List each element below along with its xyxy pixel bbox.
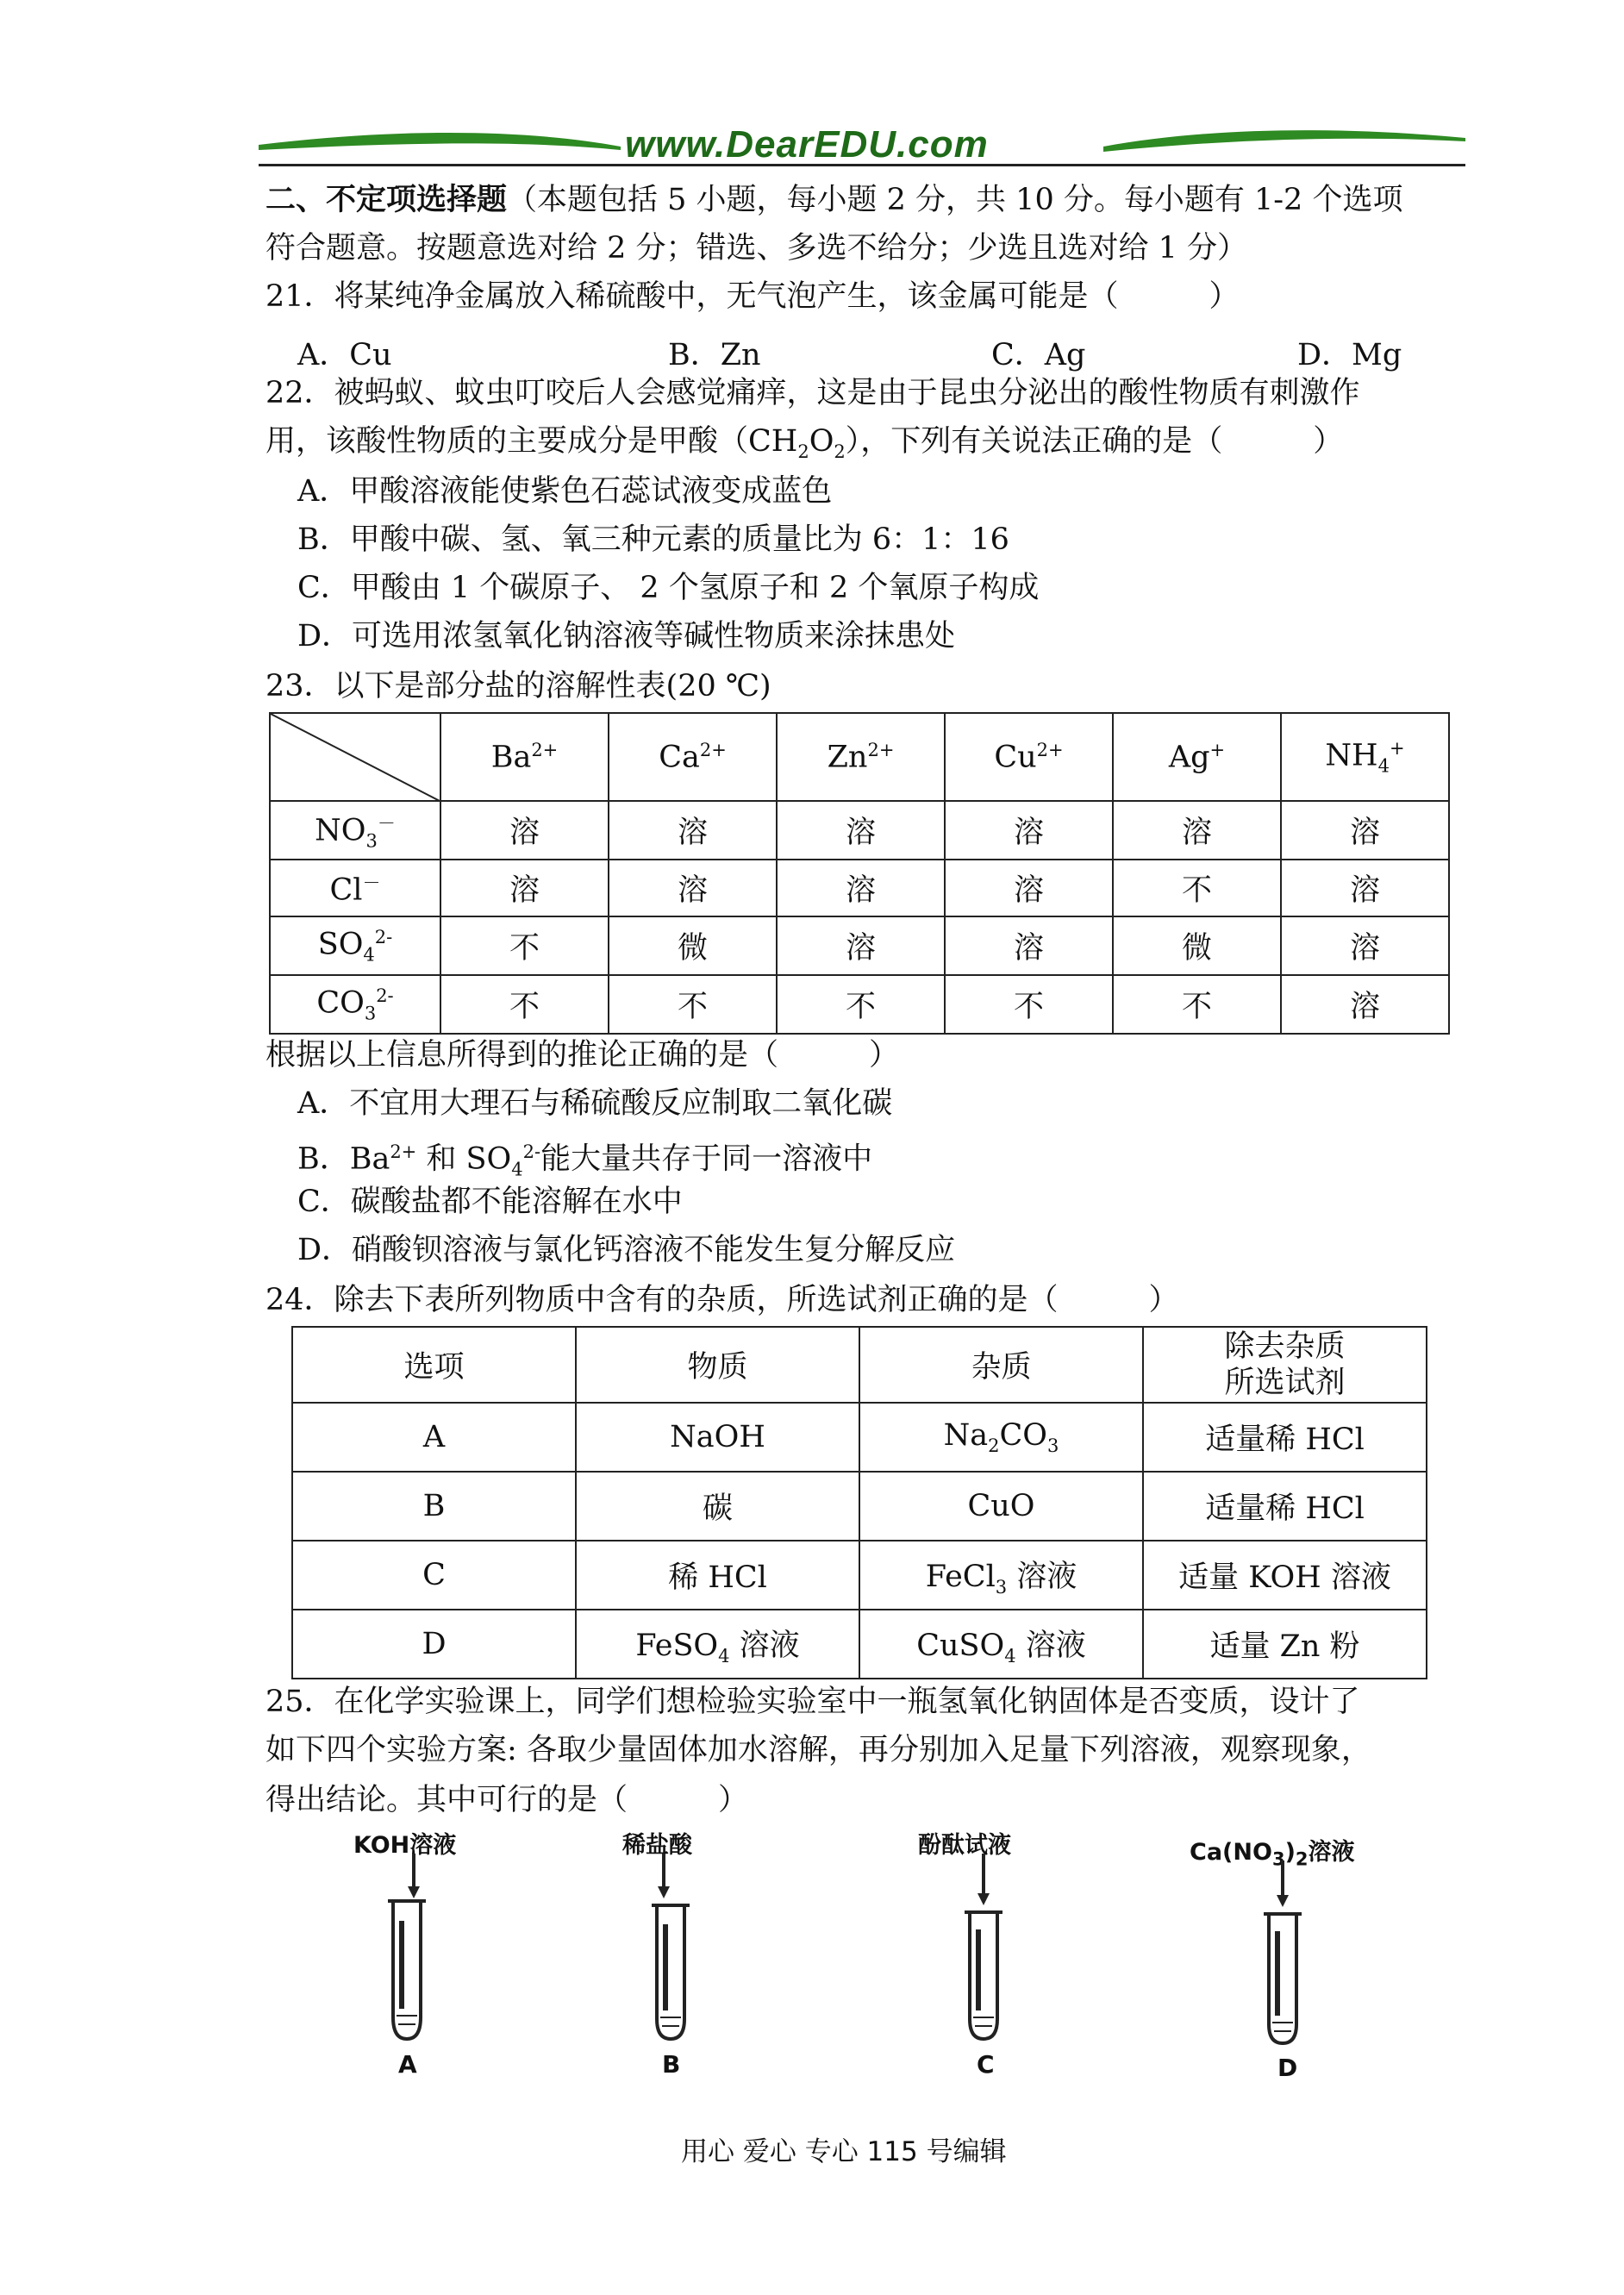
table-cell: 不 — [440, 916, 609, 975]
q23-option-b: B．$Ba^{2+}$ 和 $SO_4^{2-}$能大量共存于同一溶液中 — [297, 1141, 873, 1180]
tube-c-letter: C — [977, 2050, 995, 2079]
q22-option-c: C．甲酸由 1 个碳原子、 2 个氢原子和 2 个氧原子构成 — [297, 571, 1040, 605]
q21-option-b: B．Zn — [668, 338, 761, 372]
table-cell: 不 — [609, 975, 777, 1034]
table-cell: 溶 — [609, 801, 777, 860]
cation-cu: $Cu^{2+}$ — [945, 713, 1113, 801]
table-cell: 溶 — [777, 916, 945, 975]
section-title: 二、不定项选择题 — [265, 182, 508, 217]
table-cell: 溶 — [1281, 975, 1449, 1034]
section-intro-line-2: 符合题意。按题意选对给 2 分；错选、多选不给分；少选且选对给 1 分） — [265, 231, 1248, 266]
anion-cl: Cl－ — [270, 860, 440, 916]
table-cell: 适量稀 HCl — [1143, 1472, 1427, 1541]
solubility-row-co3 — [270, 975, 1449, 1034]
cation-ca: $Ca^{2+}$ — [609, 713, 777, 801]
impurity-row-d — [292, 1610, 1427, 1679]
tube-c-label: 酚酞试液 — [918, 1832, 1011, 1859]
table-cell: 不 — [777, 975, 945, 1034]
table-cell: B — [292, 1472, 576, 1541]
tube-a-letter: A — [398, 2050, 417, 2079]
tube-d-label: $Ca(NO_3)_2$溶液 — [1190, 1839, 1355, 1870]
table-cell: 溶 — [945, 916, 1113, 975]
q23-option-d: D．硝酸钡溶液与氯化钙溶液不能发生复分解反应 — [297, 1233, 956, 1267]
impurity-row-a — [292, 1403, 1427, 1472]
anion-so4: $SO_4^{2-}$ — [270, 916, 440, 975]
impurity-header-row — [292, 1327, 1427, 1403]
table-cell: 溶 — [945, 860, 1113, 916]
table-cell: CuO — [859, 1472, 1143, 1541]
q25-stem-line-2: 如下四个实验方案: 各取少量固体加水溶解，再分别加入足量下列溶液，观察现象， — [265, 1733, 1371, 1767]
q23-stem: 23．以下是部分盐的溶解性表(20 ℃) — [265, 669, 771, 704]
table-cell: 不 — [440, 975, 609, 1034]
table-cell: 溶 — [440, 860, 609, 916]
q22-stem-line-2: 用，该酸性物质的主要成分是甲酸$(CH_2O_2)$，下列有关说法正确的是（ ） — [265, 424, 1344, 462]
tube-a-label: KOH溶液 — [353, 1832, 457, 1859]
test-tube-d-icon — [1252, 1860, 1312, 2059]
table-cell: 溶 — [1113, 801, 1281, 860]
table-cell: FeSO$_4$ 溶液 — [576, 1610, 859, 1679]
anion-co3: $CO_3^{2-}$ — [270, 975, 440, 1034]
table-cell: 适量 KOH 溶液 — [1143, 1541, 1427, 1610]
cation-zn: $Zn^{2+}$ — [777, 713, 945, 801]
q22-option-b: B．甲酸中碳、氢、氧三种元素的质量比为 6：1：16 — [297, 522, 1009, 557]
diagonal-corner-cell — [270, 713, 440, 801]
table-cell: 稀 HCl — [576, 1541, 859, 1610]
table-cell: D — [292, 1610, 576, 1679]
q25-stem-line-3: 得出结论。其中可行的是（ ） — [265, 1783, 749, 1817]
test-tube-c-icon — [953, 1854, 1013, 2052]
table-cell: 微 — [609, 916, 777, 975]
table-cell: 适量 Zn 粉 — [1143, 1610, 1427, 1679]
header-reagent: 除去杂质 所选试剂 — [1143, 1327, 1427, 1403]
table-cell: 溶 — [609, 860, 777, 916]
cation-nh4: $NH_4^+$ — [1281, 713, 1449, 801]
table-cell: 溶 — [440, 801, 609, 860]
q23-option-a: A．不宜用大理石与稀硫酸反应制取二氧化碳 — [297, 1086, 893, 1121]
table-cell: 溶 — [1281, 916, 1449, 975]
test-tube-b-icon — [640, 1854, 700, 2052]
q22-option-d: D．可选用浓氢氧化钠溶液等碱性物质来涂抹患处 — [297, 619, 956, 653]
header-option: 选项 — [292, 1327, 576, 1403]
impurity-row-c — [292, 1541, 1427, 1610]
q21-option-c: C．Ag — [991, 338, 1086, 372]
table-cell: 溶 — [1281, 860, 1449, 916]
q25-stem-line-1: 25．在化学实验课上，同学们想检验实验室中一瓶氢氧化钠固体是否变质，设计了 — [265, 1685, 1360, 1719]
tube-b-label: 稀盐酸 — [622, 1832, 692, 1859]
cation-ba: $Ba^{2+}$ — [440, 713, 609, 801]
q23-option-c: C．碳酸盐都不能溶解在水中 — [297, 1185, 683, 1219]
q21-option-d: D．Mg — [1297, 338, 1402, 372]
table-cell: 不 — [945, 975, 1113, 1034]
table-cell: C — [292, 1541, 576, 1610]
site-logo-text: www.DearEDU.com — [625, 123, 989, 166]
table-cell: 溶 — [777, 860, 945, 916]
q22-option-a: A．甲酸溶液能使紫色石蕊试液变成蓝色 — [297, 474, 833, 509]
solubility-row-cl — [270, 860, 1449, 916]
anion-no3: $NO_3^-$ — [270, 801, 440, 860]
q24-stem: 24．除去下表所列物质中含有的杂质，所选试剂正确的是（ ） — [265, 1283, 1179, 1317]
table-cell: FeCl$_3$ 溶液 — [859, 1541, 1143, 1610]
solubility-row-so4 — [270, 916, 1449, 975]
test-tube-a-icon — [371, 1854, 431, 2052]
header-substance: 物质 — [576, 1327, 859, 1403]
table-cell: NaOH — [576, 1403, 859, 1472]
q21-option-a: A．Cu — [297, 338, 392, 372]
table-cell: $Na_2CO_3$ — [859, 1403, 1143, 1472]
q22-stem-line-1: 22．被蚂蚁、蚊虫叮咬后人会感觉痛痒，这是由于昆虫分泌出的酸性物质有刺激作 — [265, 376, 1360, 410]
impurity-row-b — [292, 1472, 1427, 1541]
impurity-table — [291, 1326, 1427, 1679]
solubility-header-row — [270, 713, 1449, 801]
q21-stem: 21．将某纯净金属放入稀硫酸中，无气泡产生，该金属可能是（ ） — [265, 279, 1240, 314]
tube-d-letter: D — [1277, 2054, 1298, 2082]
table-cell: 不 — [1113, 860, 1281, 916]
table-cell: 溶 — [777, 801, 945, 860]
solubility-table — [269, 712, 1450, 1035]
q23-follow: 根据以上信息所得到的推论正确的是（ ） — [265, 1038, 900, 1072]
table-cell: 溶 — [945, 801, 1113, 860]
table-cell: 适量稀 HCl — [1143, 1403, 1427, 1472]
table-cell: CuSO$_4$ 溶液 — [859, 1610, 1143, 1679]
tube-b-letter: B — [662, 2050, 681, 2079]
cation-ag: Ag+ — [1113, 713, 1281, 801]
table-cell: A — [292, 1403, 576, 1472]
solubility-row-no3 — [270, 801, 1449, 860]
table-cell: 不 — [1113, 975, 1281, 1034]
header-impurity: 杂质 — [859, 1327, 1143, 1403]
table-cell: 溶 — [1281, 801, 1449, 860]
page-footer: 用心 爱心 专心 115 号编辑 — [681, 2136, 1007, 2167]
section-intro-line-1: 二、不定项选择题（本题包括 5 小题，每小题 2 分，共 10 分。每小题有 1-2 个选项 — [265, 182, 1403, 217]
table-cell: 碳 — [576, 1472, 859, 1541]
table-cell: 微 — [1113, 916, 1281, 975]
